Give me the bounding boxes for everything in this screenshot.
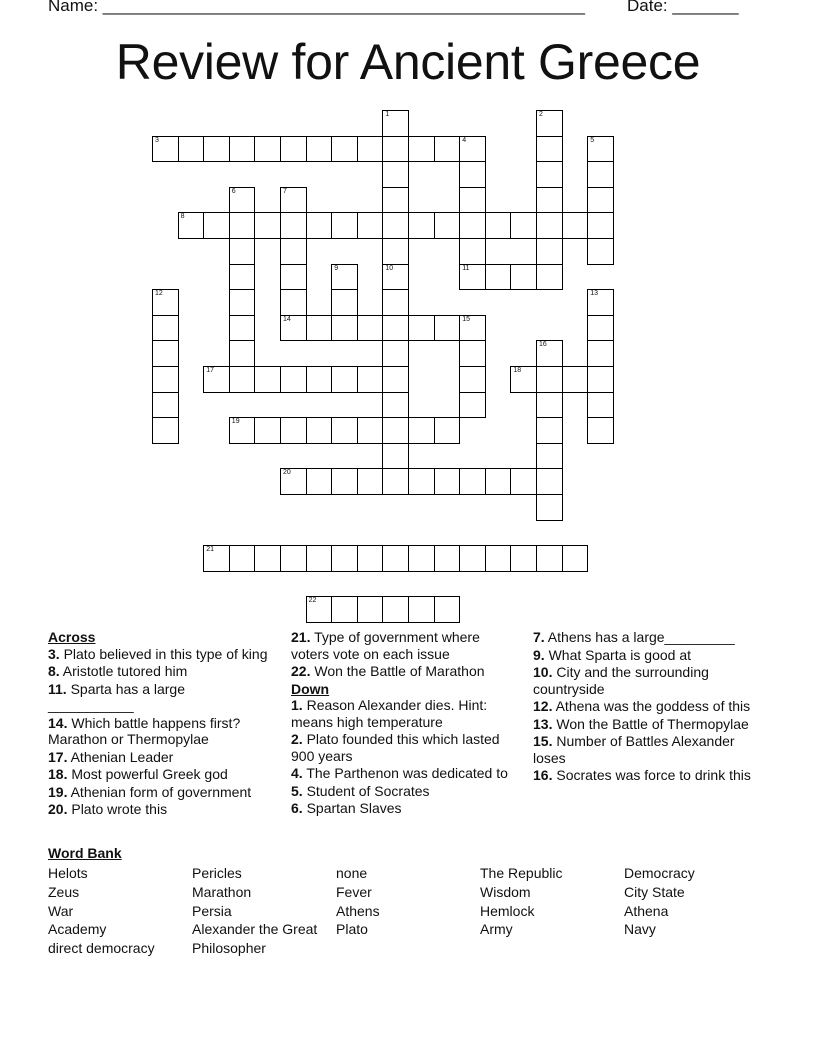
- clue-number: 8: [180, 213, 185, 221]
- crossword-cell[interactable]: [459, 366, 486, 393]
- word-bank-item: direct democracy: [48, 940, 155, 957]
- crossword-cell[interactable]: [587, 187, 614, 214]
- clue-number: 13.: [533, 715, 553, 732]
- crossword-cell[interactable]: [408, 468, 435, 495]
- clue-text: Sparta has a large ___________: [48, 680, 185, 713]
- crossword-cell[interactable]: [536, 340, 563, 367]
- word-bank-item: The Republic: [480, 865, 563, 881]
- crossword-cell[interactable]: [152, 366, 179, 393]
- date-field-label: Date: _______: [627, 0, 739, 15]
- across-clue: [291, 629, 516, 662]
- word-bank: [48, 864, 778, 958]
- crossword-cell[interactable]: [459, 136, 486, 163]
- crossword-cell[interactable]: [357, 315, 384, 342]
- clue-number: 18.: [48, 766, 68, 782]
- crossword-cell[interactable]: [587, 340, 614, 367]
- crossword-cell[interactable]: [280, 187, 307, 214]
- crossword-cell[interactable]: [152, 315, 179, 342]
- crossword-cell[interactable]: [587, 366, 614, 393]
- clue-number: 1.: [291, 697, 303, 713]
- clue-text: Athenian Leader: [67, 748, 174, 765]
- across-clue: [48, 801, 273, 818]
- crossword-cell[interactable]: [587, 289, 614, 316]
- word-bank-item: Persia: [192, 902, 232, 919]
- word-bank-item: Helots: [48, 865, 88, 881]
- crossword-cell[interactable]: [203, 212, 230, 239]
- clue-text: Plato believed in this type of king: [59, 645, 268, 662]
- crossword-cell[interactable]: [229, 136, 256, 163]
- crossword-cell[interactable]: [485, 264, 512, 291]
- clue-text: Plato founded this which lasted 900 years: [291, 731, 500, 764]
- clue-number: 6.: [291, 800, 303, 816]
- clue-number: 12: [155, 290, 163, 298]
- crossword-cell[interactable]: [382, 110, 409, 137]
- word-bank-item: War: [48, 902, 74, 919]
- crossword-cell[interactable]: [434, 468, 461, 495]
- crossword-cell[interactable]: [280, 136, 307, 163]
- crossword-cell[interactable]: [306, 468, 333, 495]
- clue-number: 16: [539, 341, 547, 349]
- crossword-cell[interactable]: [587, 136, 614, 163]
- clues-column-2: [291, 629, 516, 818]
- crossword-cell[interactable]: [306, 315, 333, 342]
- clue-number: 4.: [291, 765, 303, 781]
- crossword-cell[interactable]: [382, 340, 409, 367]
- crossword-cell[interactable]: [357, 468, 384, 495]
- crossword-cell[interactable]: [510, 366, 537, 393]
- crossword-cell[interactable]: [331, 596, 358, 623]
- crossword-cell[interactable]: [587, 315, 614, 342]
- crossword-cell[interactable]: [331, 315, 358, 342]
- clue-number: 14: [283, 315, 291, 323]
- crossword-cell[interactable]: [536, 136, 563, 163]
- crossword-cell[interactable]: [152, 340, 179, 367]
- clue-number: 17: [206, 367, 214, 374]
- word-bank-item: Hemlock: [480, 902, 535, 919]
- clue-text: Reason Alexander dies. Hint: means high temperature: [291, 697, 488, 730]
- across-clue: [48, 646, 273, 663]
- clue-number: 2: [539, 111, 543, 118]
- crossword-cell[interactable]: [229, 264, 256, 291]
- crossword-cell[interactable]: [203, 366, 230, 393]
- crossword-cell[interactable]: [562, 545, 589, 572]
- word-bank-item: City State: [624, 883, 685, 900]
- word-bank-item: Fever: [336, 883, 372, 900]
- clues-column-3: [533, 629, 763, 785]
- crossword-cell[interactable]: [306, 366, 333, 393]
- crossword-cell[interactable]: [152, 136, 179, 163]
- word-bank-item: none: [336, 865, 368, 881]
- crossword-cell[interactable]: [382, 417, 409, 444]
- clue-text: Number of Battles Alexander loses: [533, 733, 735, 766]
- clue-number: 17.: [48, 748, 68, 765]
- crossword-cell[interactable]: [536, 443, 563, 470]
- crossword-cell[interactable]: [357, 136, 384, 163]
- crossword-cell[interactable]: [587, 417, 614, 444]
- clue-text: Socrates was force to drink this: [552, 767, 751, 783]
- down-clue: [291, 731, 516, 764]
- crossword-cell[interactable]: [357, 417, 384, 444]
- crossword-cell[interactable]: [510, 264, 537, 291]
- crossword-cell[interactable]: [408, 596, 435, 623]
- crossword-cell[interactable]: [587, 392, 614, 419]
- crossword-cell[interactable]: [254, 417, 281, 444]
- crossword-cell[interactable]: [434, 136, 461, 163]
- word-bank-item: Marathon: [192, 883, 252, 900]
- clue-number: 16.: [533, 767, 553, 783]
- down-clue: [291, 800, 516, 817]
- crossword-cell[interactable]: [280, 468, 307, 495]
- clue-number: 5.: [291, 782, 303, 799]
- clue-number: 21.: [291, 629, 311, 645]
- crossword-cell[interactable]: [434, 596, 461, 623]
- crossword-cell[interactable]: [485, 212, 512, 239]
- clue-number: 2.: [291, 731, 303, 747]
- crossword-cell[interactable]: [382, 136, 409, 163]
- crossword-cell[interactable]: [382, 315, 409, 342]
- clue-text: Aristotle tutored him: [59, 663, 188, 679]
- crossword-cell[interactable]: [510, 212, 537, 239]
- name-field-label: Name: ___________________________________________________: [48, 0, 585, 15]
- crossword-cell[interactable]: [254, 212, 281, 239]
- down-clue: [533, 733, 763, 766]
- clue-number: 8.: [48, 663, 60, 679]
- crossword-cell[interactable]: [382, 187, 409, 214]
- clue-number: 21: [206, 546, 214, 554]
- crossword-cell[interactable]: [536, 110, 563, 137]
- clue-number: 14.: [48, 714, 68, 731]
- crossword-cell[interactable]: [331, 468, 358, 495]
- crossword-cell[interactable]: [331, 212, 358, 239]
- word-bank-item: Plato: [336, 921, 368, 938]
- word-bank-item: Navy: [624, 921, 656, 938]
- clue-text: Spartan Slaves: [302, 800, 402, 816]
- word-bank-item: Philosopher: [192, 940, 266, 957]
- word-bank-heading: Word Bank: [48, 845, 122, 861]
- crossword-cell[interactable]: [459, 238, 486, 265]
- crossword-cell[interactable]: [280, 315, 307, 342]
- clue-text: Student of Socrates: [302, 782, 430, 799]
- clue-text: Which battle happens first? Marathon or Thermopylae: [48, 714, 241, 747]
- clue-number: 4: [462, 136, 467, 144]
- clue-text: Plato wrote this: [67, 801, 168, 817]
- crossword-cell[interactable]: [536, 366, 563, 393]
- word-bank-item: Alexander the Great: [192, 921, 318, 938]
- down-clue: [291, 765, 516, 782]
- word-bank-item: Wisdom: [480, 883, 531, 900]
- crossword-cell[interactable]: [152, 392, 179, 419]
- crossword-cell[interactable]: [331, 289, 358, 316]
- word-bank-item: Democracy: [624, 865, 695, 881]
- crossword-cell[interactable]: [434, 545, 461, 572]
- down-clue: [533, 629, 763, 646]
- across-clue: [48, 766, 273, 783]
- crossword-cell[interactable]: [229, 187, 256, 214]
- crossword-cell[interactable]: [331, 264, 358, 291]
- crossword-cell[interactable]: [280, 238, 307, 265]
- across-clue: [48, 681, 273, 714]
- clue-number: 9.: [533, 646, 545, 663]
- crossword-cell[interactable]: [229, 340, 256, 367]
- clue-text: Won the Battle of Thermopylae: [552, 715, 749, 732]
- crossword-cell[interactable]: [485, 468, 512, 495]
- crossword-cell[interactable]: [280, 417, 307, 444]
- crossword-cell[interactable]: [280, 545, 307, 572]
- clue-text: The Parthenon was dedicated to: [302, 765, 508, 781]
- clue-number: 13: [590, 290, 598, 298]
- crossword-cell[interactable]: [510, 468, 537, 495]
- crossword-cell[interactable]: [408, 417, 435, 444]
- down-clue: [533, 767, 763, 784]
- clue-number: 3: [155, 136, 159, 144]
- clue-number: 20: [283, 469, 291, 477]
- clue-number: 22.: [291, 663, 311, 679]
- crossword-cell[interactable]: [382, 468, 409, 495]
- crossword-cell[interactable]: [229, 212, 256, 239]
- crossword-cell[interactable]: [562, 366, 589, 393]
- crossword-cell[interactable]: [382, 212, 409, 239]
- across-clue: [48, 715, 273, 748]
- crossword-cell[interactable]: [434, 417, 461, 444]
- clue-number: 19: [231, 418, 240, 426]
- crossword-cell[interactable]: [382, 289, 409, 316]
- crossword-cell[interactable]: [331, 366, 358, 393]
- crossword-cell[interactable]: [536, 212, 563, 239]
- crossword-cell[interactable]: [434, 212, 461, 239]
- crossword-cell[interactable]: [536, 545, 563, 572]
- crossword-cell[interactable]: [382, 545, 409, 572]
- crossword-cell[interactable]: [178, 212, 205, 239]
- clue-number: 3.: [48, 645, 60, 662]
- clue-number: 18: [513, 367, 522, 374]
- crossword-cell[interactable]: [587, 212, 614, 239]
- crossword-cell[interactable]: [229, 315, 256, 342]
- crossword-cell[interactable]: [382, 161, 409, 188]
- clue-number: 5: [590, 136, 595, 144]
- clue-number: 22: [308, 597, 317, 605]
- down-clue: [291, 697, 516, 730]
- crossword-cell[interactable]: [536, 494, 563, 521]
- crossword-cell[interactable]: [357, 545, 384, 572]
- down-clue: [533, 647, 763, 664]
- word-bank-item: Pericles: [192, 865, 242, 881]
- down-heading: Down: [291, 680, 330, 697]
- crossword-cell[interactable]: [254, 545, 281, 572]
- clue-number: 15.: [533, 733, 553, 749]
- crossword-cell[interactable]: [382, 264, 409, 291]
- crossword-cell[interactable]: [280, 366, 307, 393]
- down-clue: [533, 664, 763, 697]
- clue-number: 20.: [48, 801, 68, 817]
- clue-text: Most powerful Greek god: [67, 766, 228, 782]
- crossword-cell[interactable]: [536, 264, 563, 291]
- crossword-cell[interactable]: [536, 161, 563, 188]
- across-clue: [48, 784, 273, 801]
- word-bank-item: Athens: [336, 902, 380, 919]
- crossword-cell[interactable]: [459, 340, 486, 367]
- crossword-cell[interactable]: [280, 264, 307, 291]
- crossword-cell[interactable]: [562, 212, 589, 239]
- clue-number: 12.: [533, 698, 553, 714]
- crossword-cell[interactable]: [203, 136, 230, 163]
- crossword-cell[interactable]: [408, 545, 435, 572]
- clue-text: What Sparta is good at: [544, 646, 691, 663]
- clue-text: City and the surrounding countryside: [533, 664, 709, 697]
- clue-text: Athena was the goddess of this: [552, 698, 751, 714]
- crossword-cell[interactable]: [408, 315, 435, 342]
- crossword-cell[interactable]: [459, 545, 486, 572]
- crossword-cell[interactable]: [152, 417, 179, 444]
- crossword-cell[interactable]: [203, 545, 230, 572]
- crossword-cell[interactable]: [382, 596, 409, 623]
- crossword-cell[interactable]: [382, 443, 409, 470]
- crossword-cell[interactable]: [408, 212, 435, 239]
- crossword-cell[interactable]: [459, 187, 486, 214]
- crossword-cell[interactable]: [459, 315, 486, 342]
- crossword-cell[interactable]: [536, 468, 563, 495]
- clue-text: Athenian form of government: [67, 783, 252, 800]
- crossword-cell[interactable]: [459, 212, 486, 239]
- crossword-cell[interactable]: [459, 264, 486, 291]
- crossword-cell[interactable]: [459, 392, 486, 419]
- crossword-cell[interactable]: [229, 289, 256, 316]
- crossword-cell[interactable]: [152, 289, 179, 316]
- crossword-cell[interactable]: [331, 417, 358, 444]
- crossword-cell[interactable]: [536, 187, 563, 214]
- crossword-cell[interactable]: [382, 238, 409, 265]
- crossword-cell[interactable]: [536, 417, 563, 444]
- clue-number: 7.: [533, 629, 545, 645]
- crossword-cell[interactable]: [408, 136, 435, 163]
- clue-text: Type of government where voters vote on each issue: [291, 629, 480, 662]
- clue-number: 11: [462, 264, 470, 272]
- crossword-cell[interactable]: [434, 315, 461, 342]
- clue-number: 15: [462, 315, 470, 323]
- clue-number: 19.: [48, 783, 68, 800]
- across-clue: [291, 663, 516, 680]
- crossword-cell[interactable]: [306, 545, 333, 572]
- crossword-cell[interactable]: [229, 238, 256, 265]
- clue-number: 11.: [48, 680, 67, 697]
- crossword-cell[interactable]: [536, 238, 563, 265]
- crossword-cell[interactable]: [382, 392, 409, 419]
- crossword-cell[interactable]: [536, 392, 563, 419]
- crossword-cell[interactable]: [331, 545, 358, 572]
- clue-number: 6: [231, 187, 236, 195]
- crossword-cell[interactable]: [178, 136, 205, 163]
- clue-number: 9: [334, 264, 339, 272]
- crossword-cell[interactable]: [331, 136, 358, 163]
- crossword-cell[interactable]: [254, 136, 281, 163]
- crossword-cell[interactable]: [357, 212, 384, 239]
- crossword-cell[interactable]: [357, 366, 384, 393]
- crossword-cell[interactable]: [229, 417, 256, 444]
- clue-text: Won the Battle of Marathon: [310, 663, 485, 679]
- across-clue: [48, 749, 273, 766]
- crossword-cell[interactable]: [306, 136, 333, 163]
- crossword-cell[interactable]: [357, 596, 384, 623]
- clue-number: 1: [385, 111, 390, 118]
- word-bank-item: Athena: [624, 902, 669, 919]
- crossword-cell[interactable]: [587, 161, 614, 188]
- crossword-cell[interactable]: [254, 366, 281, 393]
- crossword-cell[interactable]: [459, 468, 486, 495]
- down-clue: [533, 698, 763, 715]
- clue-number: 10: [385, 264, 394, 272]
- word-bank-item: Army: [480, 921, 513, 938]
- down-clue: [533, 716, 763, 733]
- crossword-cell[interactable]: [229, 545, 256, 572]
- crossword-cell[interactable]: [459, 161, 486, 188]
- word-bank-item: Zeus: [48, 883, 80, 900]
- crossword-cell[interactable]: [306, 596, 333, 623]
- clue-number: 10.: [533, 664, 553, 680]
- crossword-cell[interactable]: [382, 366, 409, 393]
- crossword-cell[interactable]: [485, 545, 512, 572]
- across-clue: [48, 663, 273, 680]
- clue-text: Athens has a large_________: [544, 629, 735, 645]
- crossword-cell[interactable]: [510, 545, 537, 572]
- clues-column-1: [48, 629, 273, 819]
- crossword-cell[interactable]: [280, 289, 307, 316]
- crossword-cell[interactable]: [280, 212, 307, 239]
- worksheet-title: Review for Ancient Greece: [115, 34, 701, 90]
- crossword-cell[interactable]: [587, 238, 614, 265]
- crossword-cell[interactable]: [306, 212, 333, 239]
- word-bank-item: Academy: [48, 921, 107, 938]
- across-heading: Across: [48, 629, 96, 645]
- crossword-cell[interactable]: [229, 366, 256, 393]
- crossword-cell[interactable]: [306, 417, 333, 444]
- name-date-line: [48, 0, 748, 16]
- clue-number: 7: [283, 187, 287, 195]
- down-clue: [291, 783, 516, 800]
